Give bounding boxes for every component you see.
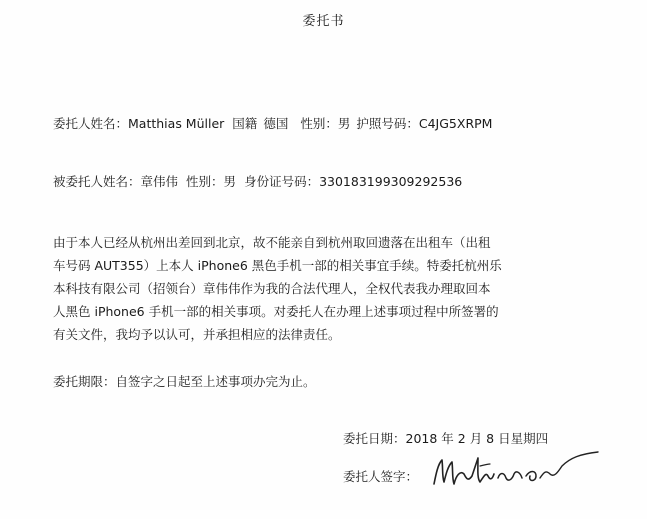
agent-label: 被委托人姓名： — [53, 174, 141, 189]
principal-name: Matthias Müller — [128, 116, 225, 131]
body-line: 人黑色 iPhone6 手机一部的相关事项。对委托人在办理上述事项过程中所签署的 — [53, 304, 499, 319]
period-line — [53, 372, 316, 390]
document-title: 委托书 — [302, 14, 345, 29]
signature-line — [343, 467, 418, 485]
handwritten-signature — [430, 446, 610, 496]
period-label: 委托期限： — [53, 374, 116, 389]
date-value: 2018 年 2 月 8 日星期四 — [405, 431, 549, 446]
body-paragraph — [53, 231, 593, 346]
id-label: 身份证号码： — [244, 174, 320, 189]
date-line — [343, 429, 548, 447]
body-line: 本科技有限公司（招领台）章伟伟作为我的合法代理人，全权代表我办理取回本 — [53, 281, 491, 296]
passport-value: C4JG5XRPM — [418, 116, 493, 131]
nationality-value: 德国 — [263, 116, 289, 131]
nationality-label: 国籍 — [232, 116, 258, 131]
date-label: 委托日期： — [343, 431, 406, 446]
body-line: 车号码 AUT355）上本人 iPhone6 黑色手机一部的相关事宜手续。特委托杭州乐 — [53, 258, 502, 273]
passport-label: 护照号码： — [356, 116, 419, 131]
principal-gender-value: 男 — [337, 116, 351, 131]
agent-name: 章伟伟 — [140, 174, 179, 189]
agent-line — [53, 172, 462, 190]
body-line: 有关文件，我均予以认可，并承担相应的法律责任。 — [53, 327, 341, 342]
signature-label: 委托人签字： — [343, 469, 419, 484]
principal-gender-label: 性别： — [300, 116, 338, 131]
id-number: 330183199309292536 — [319, 174, 463, 189]
principal-label: 委托人姓名： — [53, 116, 129, 131]
period-value: 自签字之日起至上述事项办完为止。 — [115, 374, 316, 389]
agent-gender-value: 男 — [223, 174, 237, 189]
body-line: 由于本人已经从杭州出差回到北京，故不能亲自到杭州取回遗落在出租车（出租 — [53, 235, 491, 250]
agent-gender-label: 性别： — [186, 174, 224, 189]
principal-line — [53, 114, 492, 132]
